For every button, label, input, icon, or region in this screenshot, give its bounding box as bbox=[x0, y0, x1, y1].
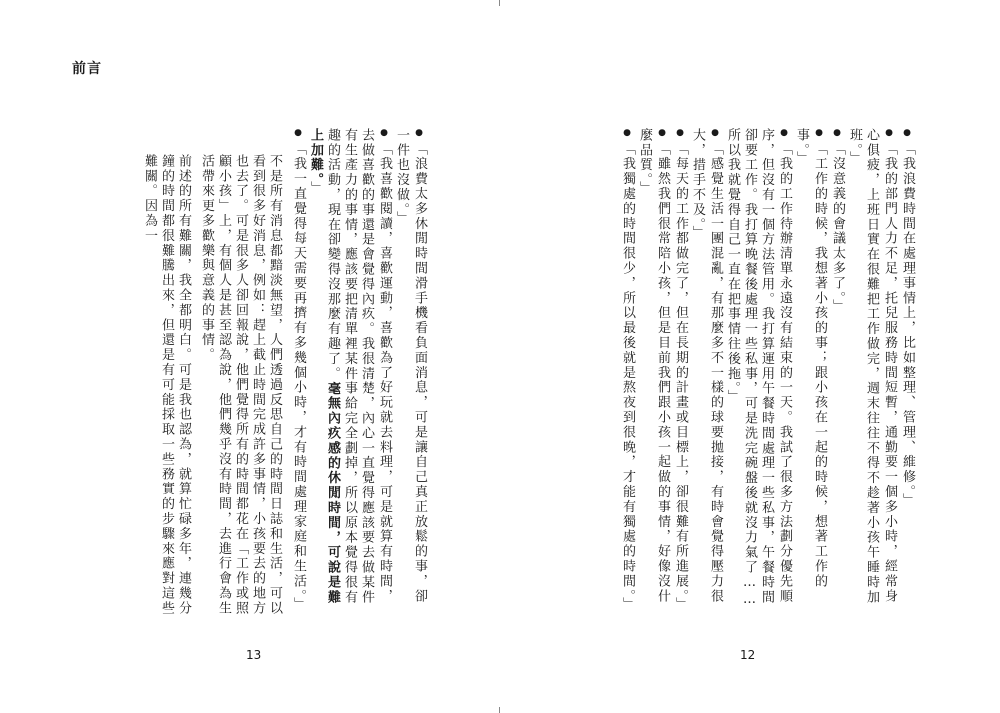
quote-item: ● 「我獨處的時間很少，所以最後就是熬夜到很晚，才能有獨處的時間。」 bbox=[618, 128, 636, 618]
quote-item: ● 「沒意義的會議太多了。」 bbox=[828, 128, 846, 618]
quote-close: 」 bbox=[308, 181, 323, 197]
body-paragraph: 不是所有消息都黯淡無望，人們透過反思自己的時間日誌和生活，可以看到很多好消息，例如：趕上截止時間完成許多事情，小孩要去的地方也去了。可是很多人卻回報說，他們覺得所有的時間都花在「工作或照顧小孩」上，有個人是甚至認為說，他們幾乎沒有時間，去進行會為生活帶來更多歡樂與意義的事情。 bbox=[199, 154, 282, 616]
quote-item: ● 「每天的工作都做完了，但在長期的計畫或目標上，卻很難有所進展。」 bbox=[671, 128, 689, 618]
quote-text: 「浪費太多休閒時間滑手機看負面消息，可是讓自己真正放鬆的事，卻一件也沒做。」 bbox=[394, 128, 427, 604]
quote-item: ● 「感覺生活一團混亂，有那麼多不一樣的球要拋接，有時會覺得壓力很大，措手不及。」 bbox=[689, 128, 724, 618]
quote-item: ● 「雖然我們很常陪小孩，但是目前我們跟小孩一起做的事情，好像沒什麼品質。」 bbox=[636, 128, 671, 618]
quote-text: 「我一直覺得每天需要再擠有多幾個小時，才有時間處理家庭和生活。」 bbox=[291, 141, 306, 613]
left-page-body bbox=[68, 128, 428, 618]
quote-emphasis: 毫無內疚感的休閒時間，可說是難上加難。 bbox=[308, 128, 340, 605]
quote-text: 「我喜歡閱讀，喜歡運動，喜歡為了好玩就去料理，可是就算有時間，去做喜歡的事還是會覺得內疚。我很清楚，內心一直覺得應該要去做某件有生產力的事情，應該要把清單裡某件事給完全劃掉，所以原本覺得很有趣的活動，現在卻變得沒那麼有趣了。 bbox=[325, 128, 392, 605]
quote-item: ● 「我浪費時間在處理事情上，比如整理、管理、維修。」 bbox=[898, 128, 916, 618]
quote-item: ● 「我的工作待辦清單永遠沒有結束的一天。我試了很多方法劃分優先順序，但沒有一個方法管用。我打算運用午餐時間處理一些私事，午餐時間卻要工作。我打算晚餐後處理一些私事，可是洗完碗盤後就沒力氣了……所以我就覺得自己一直在把事情往後拖。」 bbox=[724, 128, 793, 618]
quote-item bbox=[307, 128, 393, 618]
quote-item: ● 「工作的時候，我想著小孩的事；跟小孩在一起的時候，想著工作的事。」 bbox=[793, 128, 828, 618]
page-number: 12 bbox=[740, 648, 756, 662]
quote-item: ● 「我的部門人力不足，托兒服務時間短暫，通勤要一個多小時，經常身心俱疲，上班日實在很難把工作做完，週末往往不得不趁著小孩午睡時加班。」 bbox=[846, 128, 898, 618]
body-paragraph: 前述的所有難關，我全都明白。可是我也認為，就算忙碌多年，連幾分鐘的時間都很難騰出來，但還是有可能採取一些務實的步驟來應對這些難關。因為一 bbox=[142, 154, 191, 616]
quote-item bbox=[393, 128, 428, 618]
right-page bbox=[500, 0, 1000, 713]
running-header: 前言 bbox=[72, 61, 102, 77]
right-page-body bbox=[596, 128, 916, 618]
quote-item bbox=[289, 128, 307, 618]
page-number: 13 bbox=[246, 648, 262, 662]
